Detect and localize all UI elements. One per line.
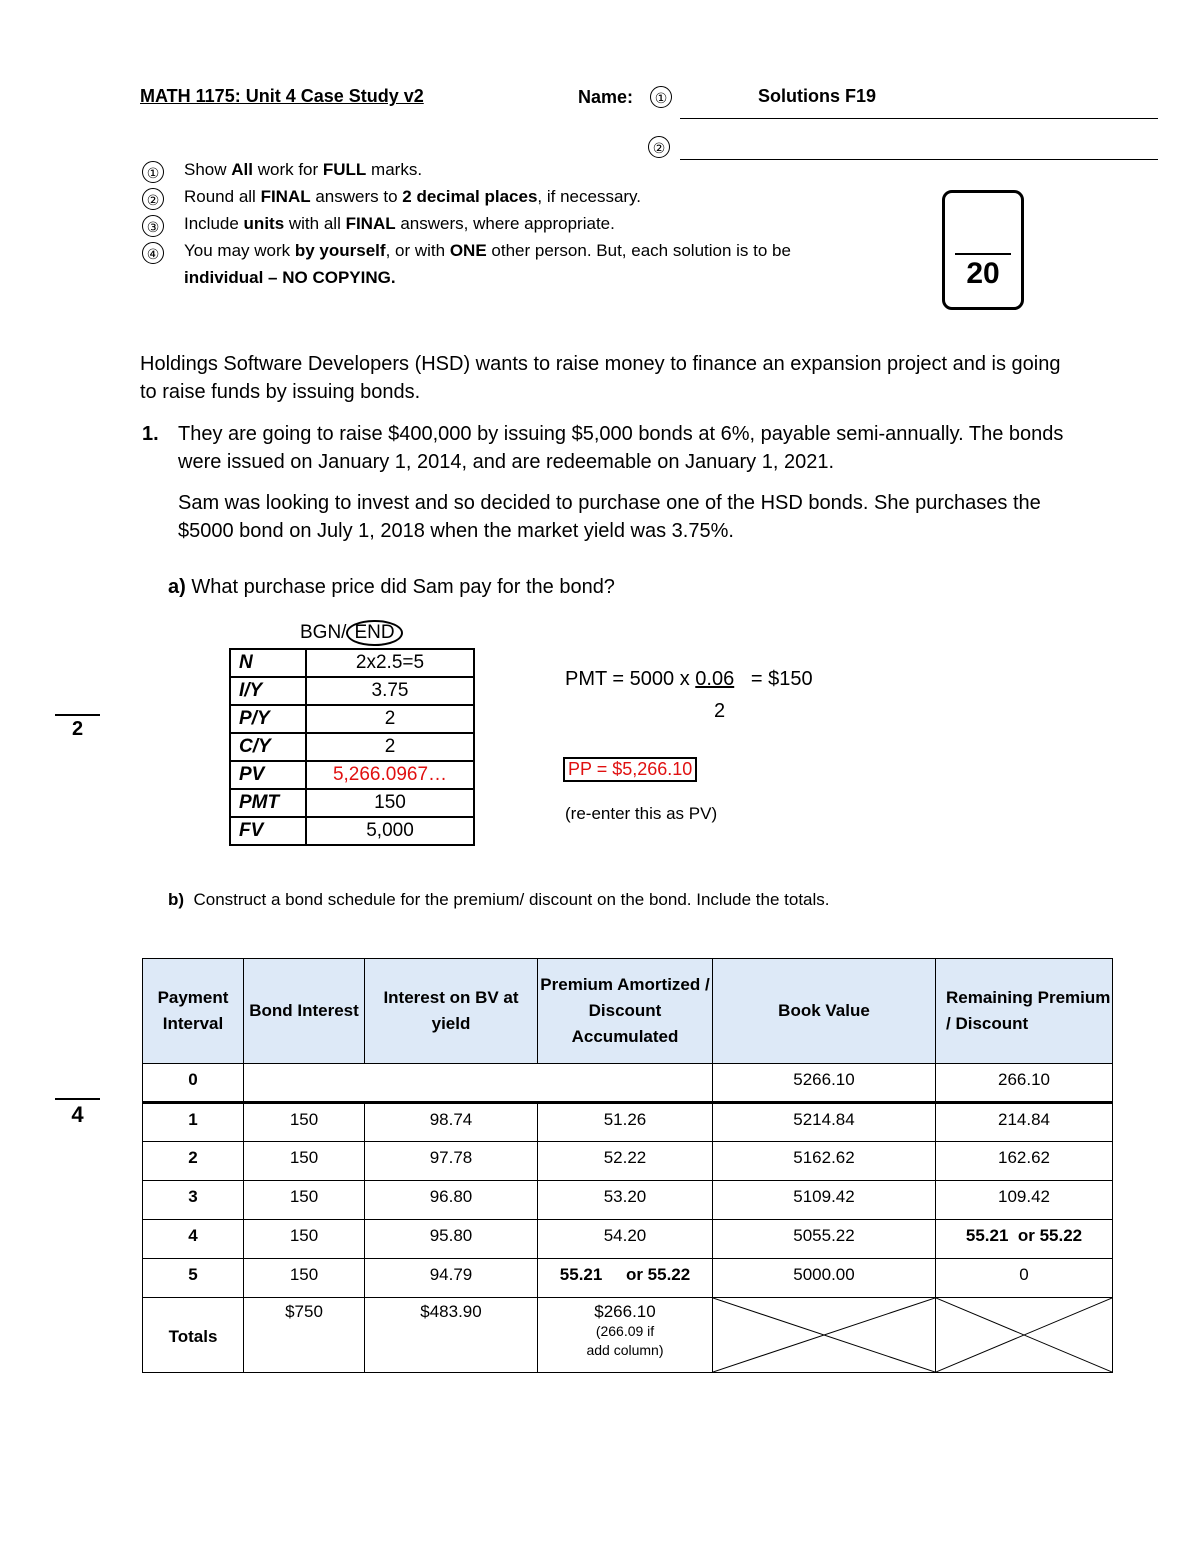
crossed-out-book-value: [713, 1298, 936, 1373]
total-interest-on-bv: $483.90: [365, 1298, 538, 1373]
solutions-label: Solutions F19: [758, 86, 877, 106]
table-row: [143, 1259, 1113, 1298]
score-line: [955, 253, 1011, 255]
part-a-label: a): [168, 576, 186, 598]
rule-4: [142, 241, 791, 268]
pmt-prefix: PMT = 5000 x: [565, 668, 696, 690]
intro-paragraph: Holdings Software Developers (HSD) wants to raise money to finance an expansion project and is going to raise funds by issuing bonds.: [140, 353, 1061, 403]
cross-icon: [713, 1298, 935, 1372]
circle-4-icon: ④: [142, 242, 164, 264]
rule-3: [142, 214, 791, 241]
part-a-mark-value: 2: [71, 718, 84, 740]
purchase-price-answer: PP = $5,266.10: [563, 757, 697, 782]
tvm-key: I/Y: [230, 677, 306, 705]
bond-header-row: [143, 959, 1113, 1064]
book-value: 5109.42: [713, 1181, 936, 1220]
premium-amortized: 53.20: [538, 1181, 713, 1220]
tvm-row-pmt: [230, 789, 474, 817]
total-premium-value: $266.10: [594, 1302, 656, 1321]
interest-on-bv: 96.80: [365, 1181, 538, 1220]
part-a-mark: [55, 714, 100, 741]
header-book-value: Book Value: [713, 959, 936, 1064]
bond-interest: 150: [244, 1259, 365, 1298]
header-interest-on-bv: Interest on BV at yield: [365, 959, 538, 1064]
payment-interval: 2: [143, 1142, 244, 1181]
premium-amortized: 55.21 or 55.22: [538, 1259, 713, 1298]
pmt-denominator: 2: [714, 700, 726, 722]
part-a-text: What purchase price did Sam pay for the bond?: [191, 576, 615, 598]
question-1-number: 1.: [142, 423, 159, 445]
interest-on-bv: 97.78: [365, 1142, 538, 1181]
circle-2-icon: ②: [142, 188, 164, 210]
interest-on-bv: 95.80: [365, 1220, 538, 1259]
part-b-mark-value: 4: [71, 1102, 84, 1127]
totals-label: Totals: [143, 1298, 244, 1373]
question-1-text: They are going to raise $400,000 by issuing $5,000 bonds at 6%, payable semi-annually. The bonds were issued on January 1, 2014, and are redeemable on January 1, 2021.: [178, 423, 1064, 473]
rule-4-text: You may work by yourself, or with ONE other person. But, each solution is to be: [184, 241, 791, 260]
tvm-row-iy: [230, 677, 474, 705]
book-value: 5055.22: [713, 1220, 936, 1259]
score-box: [942, 190, 1024, 310]
tvm-value: 150: [306, 789, 474, 817]
payment-interval: 3: [143, 1181, 244, 1220]
pmt-numerator: 0.06: [695, 668, 735, 690]
part-a-prompt: [168, 576, 615, 599]
header-premium-amortized: Premium Amortized / Discount Accumulated: [538, 959, 713, 1064]
circle-1-icon: ①: [142, 161, 164, 183]
tvm-value: 5,266.0967…: [306, 761, 474, 789]
tvm-row-pv: [230, 761, 474, 789]
pmt-calculation: [565, 668, 813, 691]
header-payment-interval: Payment Interval: [143, 959, 244, 1064]
tvm-key: N: [230, 649, 306, 677]
name-label: Name: ①: [578, 86, 672, 108]
payment-interval: 0: [143, 1064, 244, 1103]
circle-2-icon: ②: [648, 136, 670, 158]
bond-interest: 150: [244, 1181, 365, 1220]
rule-2: [142, 187, 791, 214]
tvm-key: P/Y: [230, 705, 306, 733]
crossed-out-remaining: [936, 1298, 1113, 1373]
totals-row: [143, 1298, 1113, 1373]
table-row: [143, 1142, 1113, 1181]
tvm-value: 5,000: [306, 817, 474, 845]
bgn-end-setting: [300, 620, 403, 646]
rule-4-continuation: individual – NO COPYING.: [184, 268, 396, 287]
question-1-scenario: Sam was looking to invest and so decided to purchase one of the HSD bonds. She purchases the $5000 bond on July 1, 2018 when the market yield was 3.75%.: [178, 492, 1041, 542]
tvm-value: 2: [306, 733, 474, 761]
table-row: [143, 1220, 1113, 1259]
book-value: 5266.10: [713, 1064, 936, 1103]
premium-amortized: 51.26: [538, 1103, 713, 1142]
tvm-key: FV: [230, 817, 306, 845]
book-value: 5000.00: [713, 1259, 936, 1298]
total-premium-amortized: [538, 1298, 713, 1373]
total-bond-interest: $750: [244, 1298, 365, 1373]
bond-interest: 150: [244, 1142, 365, 1181]
bgn-label: BGN/: [300, 622, 347, 643]
tvm-key: PV: [230, 761, 306, 789]
interest-on-bv: 98.74: [365, 1103, 538, 1142]
instructions-list: [142, 160, 791, 295]
rule-1-text: Show All work for FULL marks.: [184, 160, 423, 179]
cross-icon: [936, 1298, 1112, 1372]
table-row: [143, 1181, 1113, 1220]
rule-1: [142, 160, 791, 187]
empty-cell: [244, 1064, 713, 1103]
bond-interest: 150: [244, 1220, 365, 1259]
circle-1-icon: ①: [650, 86, 672, 108]
end-label-circled: END: [346, 620, 402, 646]
table-row: [143, 1064, 1113, 1103]
name-line-1: [680, 118, 1158, 119]
header-remaining-premium: Remaining Premium / Discount: [936, 959, 1113, 1064]
part-b-text: Construct a bond schedule for the premium/ discount on the bond. Include the totals.: [193, 890, 830, 909]
rule-2-text: Round all FINAL answers to 2 decimal places, if necessary.: [184, 187, 642, 206]
score-total: 20: [966, 257, 1000, 290]
tvm-row-py: [230, 705, 474, 733]
part-b-label: b): [168, 890, 185, 909]
total-premium-note-1: (266.09 if: [595, 1323, 655, 1339]
premium-amortized: 52.22: [538, 1142, 713, 1181]
book-value: 5162.62: [713, 1142, 936, 1181]
table-row: [143, 1103, 1113, 1142]
remaining-premium: 0: [936, 1259, 1113, 1298]
tvm-row-n: [230, 649, 474, 677]
remaining-premium: 266.10: [936, 1064, 1113, 1103]
remaining-premium: 214.84: [936, 1103, 1113, 1142]
payment-interval: 4: [143, 1220, 244, 1259]
name-slot-2: [648, 136, 670, 158]
payment-interval: 1: [143, 1103, 244, 1142]
header-bond-interest: Bond Interest: [244, 959, 365, 1064]
premium-amortized: 54.20: [538, 1220, 713, 1259]
tvm-value: 3.75: [306, 677, 474, 705]
course-title: MATH 1175: Unit 4 Case Study v2: [140, 86, 424, 106]
rule-3-text: Include units with all FINAL answers, where appropriate.: [184, 214, 615, 233]
part-b-prompt: [168, 890, 830, 910]
part-b-mark: [55, 1098, 100, 1128]
bond-interest: 150: [244, 1103, 365, 1142]
tvm-key: C/Y: [230, 733, 306, 761]
remaining-premium: 109.42: [936, 1181, 1113, 1220]
reenter-note: (re-enter this as PV): [565, 804, 718, 823]
circle-3-icon: ③: [142, 215, 164, 237]
payment-interval: 5: [143, 1259, 244, 1298]
tvm-row-fv: [230, 817, 474, 845]
book-value: 5214.84: [713, 1103, 936, 1142]
remaining-premium: 162.62: [936, 1142, 1113, 1181]
tvm-key: PMT: [230, 789, 306, 817]
tvm-value: 2: [306, 705, 474, 733]
total-premium-note-2: add column): [586, 1342, 664, 1358]
bond-schedule-table: [142, 958, 1113, 1373]
remaining-premium: 55.21 or 55.22: [936, 1220, 1113, 1259]
tvm-row-cy: [230, 733, 474, 761]
tvm-value: 2x2.5=5: [306, 649, 474, 677]
pmt-result: = $150: [734, 668, 813, 690]
tvm-table: [229, 648, 475, 846]
interest-on-bv: 94.79: [365, 1259, 538, 1298]
